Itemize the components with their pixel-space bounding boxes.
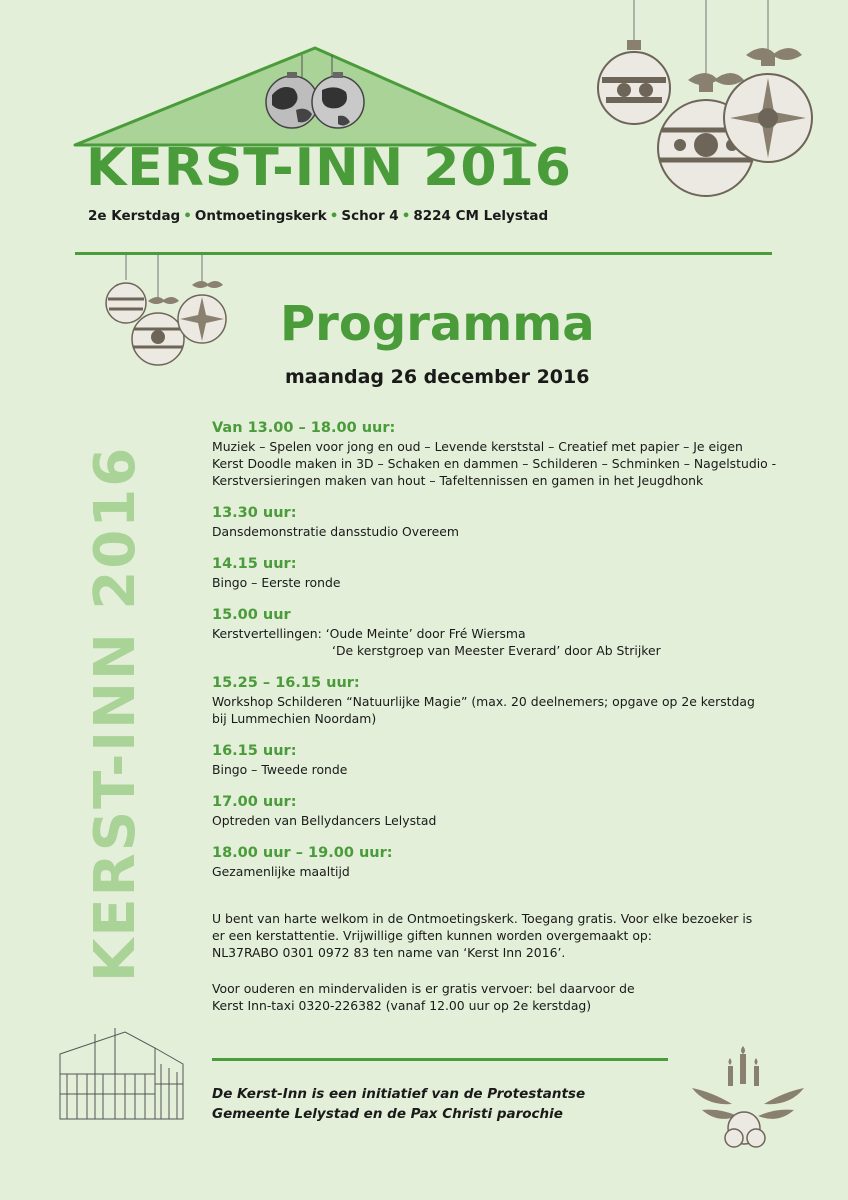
candle-emblem-icon <box>688 1044 808 1156</box>
program-time: 17.00 uur: <box>212 794 297 810</box>
program-time: 16.15 uur: <box>212 743 297 759</box>
church-building-icon <box>55 1024 190 1124</box>
subtitle-day: 2e Kerstdag <box>88 208 181 224</box>
program-description <box>212 761 792 778</box>
program-description <box>212 625 792 659</box>
transport-line: Voor ouderen en mindervaliden is er gratis vervoer: bel daarvoor de <box>212 981 635 996</box>
program-time: 13.30 uur: <box>212 505 297 521</box>
footer-note <box>212 1084 585 1124</box>
program-description <box>212 812 792 829</box>
bauble-icon <box>724 56 812 162</box>
program-item <box>212 418 792 489</box>
program-time: 15.00 uur <box>212 607 291 623</box>
program-item <box>212 741 792 778</box>
program-item <box>212 605 792 659</box>
program-item <box>212 554 792 591</box>
description-line: Kerstvertellingen: ‘Oude Meinte’ door Fré Wiersma <box>212 626 526 641</box>
program-time: Van 13.00 – 18.00 uur: <box>212 420 396 436</box>
subtitle-city: 8224 CM Lelystad <box>413 208 549 224</box>
program-description <box>212 693 792 727</box>
description-line: Dansdemonstratie dansstudio Overeem <box>212 524 459 539</box>
bottom-divider <box>212 1058 668 1061</box>
subtitle-street: Schor 4 <box>341 208 399 224</box>
bauble-icon <box>106 283 146 323</box>
footer-line: De Kerst-Inn is een initiatief van de Protestantse <box>212 1086 586 1102</box>
description-line: bij Lummechien Noordam) <box>212 711 377 726</box>
description-line: Workshop Schilderen “Natuurlijke Magie” (max. 20 deelnemers; opgave op 2e kerstdag <box>212 694 755 709</box>
separator-dot-icon: • <box>401 208 411 224</box>
event-title: KERST-INN 2016 <box>86 138 572 198</box>
bauble-icon <box>132 313 184 365</box>
program-description <box>212 863 792 880</box>
program-description <box>212 523 792 540</box>
program-item <box>212 792 792 829</box>
roof-illustration <box>70 40 540 150</box>
bauble-icon <box>598 40 670 124</box>
program-description <box>212 574 792 591</box>
event-location-line <box>88 208 548 224</box>
description-line: Gezamenlijke maaltijd <box>212 864 350 879</box>
small-ornaments-illustration <box>100 255 235 370</box>
program-time: 18.00 uur – 19.00 uur: <box>212 845 393 861</box>
description-line: Bingo – Tweede ronde <box>212 762 348 777</box>
transport-line: Kerst Inn-taxi 0320-226382 (vanaf 12.00 uur op 2e kerstdag) <box>212 998 592 1013</box>
program-list <box>212 418 792 894</box>
program-item <box>212 843 792 880</box>
description-line: Bingo – Eerste ronde <box>212 575 341 590</box>
separator-dot-icon: • <box>183 208 192 224</box>
program-heading: Programma <box>280 296 595 352</box>
description-line: Kerst Doodle maken in 3D – Schaken en dammen – Schilderen – Schminken – Nagelstudio - <box>212 456 777 471</box>
footer-line: Gemeente Lelystad en de Pax Christi parochie <box>212 1106 563 1122</box>
program-item <box>212 673 792 727</box>
program-time: 14.15 uur: <box>212 556 297 572</box>
description-line: Muziek – Spelen voor jong en oud – Levende kerststal – Creatief met papier – Je eigen <box>212 439 743 454</box>
vertical-event-title: KERST-INN 2016 <box>83 445 148 982</box>
description-line: Kerstversieringen maken van hout – Tafeltennissen en gamen in het Jeugdhonk <box>212 473 704 488</box>
description-line: ‘De kerstgroep van Meester Everard’ door Ab Strijker <box>332 643 661 658</box>
program-item <box>212 503 792 540</box>
welcome-text <box>212 910 772 961</box>
transport-text <box>212 980 772 1014</box>
welcome-line: U bent van harte welkom in de Ontmoetingskerk. Toegang gratis. Voor elke bezoeker is <box>212 911 753 926</box>
christmas-ornaments-illustration <box>596 0 816 205</box>
event-date: maandag 26 december 2016 <box>285 366 590 388</box>
program-time: 15.25 – 16.15 uur: <box>212 675 360 691</box>
welcome-line: NL37RABO 0301 0972 83 ten name van ‘Kerst Inn 2016’. <box>212 945 566 960</box>
separator-dot-icon: • <box>329 208 339 224</box>
description-line: Optreden van Bellydancers Lelystad <box>212 813 437 828</box>
subtitle-venue: Ontmoetingskerk <box>194 208 327 224</box>
bauble-icon <box>178 295 226 343</box>
welcome-line: er een kerstattentie. Vrijwillige giften kunnen worden overgemaakt op: <box>212 928 652 943</box>
program-description <box>212 438 792 489</box>
